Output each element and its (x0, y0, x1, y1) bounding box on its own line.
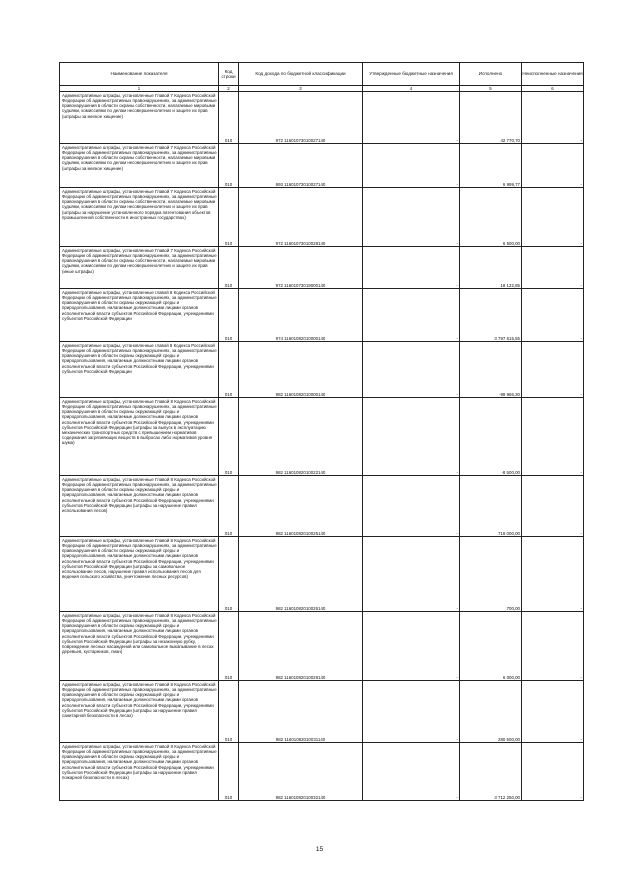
line-code: 010 (219, 289, 239, 342)
approved-value: - (363, 289, 460, 342)
income-code: 982 11601082010028140 (239, 612, 363, 681)
executed-value: 6 000,00 (460, 612, 522, 681)
indicator-name: Административные штрафы, установленные Главой 8 Кодекса Российской Федерации об административных правонарушениях, за административные правонарушения в области охраны окружающей среды и природопользования, налагаемые должностными лицами органов исполнительной власти субъектов Российской Федерации, учреждениями субъектов Российской Федерации (штрафы за незаконную рубку, повреждение лесных насаждений или самовольное выкапывание в лесах деревьев, кустарников, лиан) (60, 612, 219, 681)
line-code: 010 (219, 476, 239, 537)
header-line-code: Код строки (219, 63, 239, 86)
indicator-name: Административные штрафы, установленные Главой 8 Кодекса Российской Федерации об административных правонарушениях, за административные правонарушения в области охраны окружающей среды и природопользования, налагаемые должностными лицами органов исполнительной власти субъектов Российской Федерации, учреждениями субъектов Российской Федерации (штрафы за нарушение правил пожарной безопасности в лесах) (60, 743, 219, 801)
income-code: 982 11601082010026140 (239, 537, 363, 612)
table-row (60, 398, 584, 476)
header-unexecuted: Неисполненные назначения (522, 63, 584, 86)
indicator-name: Административные штрафы, установленные Главой 8 Кодекса Российской Федерации об административных правонарушениях, за административные правонарушения в области охраны окружающей среды и природопользования, налагаемые должностными лицами органов исполнительной власти субъектов Российской Федерации, учреждениями субъектов Российской Федерации (штрафы за выпуск в эксплуатацию механических транспортных средств с превышением нормативов содержания загрязняющих веществ в выбросах либо нормативов уровня шума) (60, 398, 219, 476)
approved-value: - (363, 144, 460, 188)
indicator-name: Административные штрафы, установленные Главой 8 Кодекса Российской Федерации об административных правонарушениях, за административные правонарушения в области охраны окружающей среды и природопользования, налагаемые должностными лицами органов исполнительной власти субъектов Российской Федерации, учреждениями субъектов Российской Федерации (штрафы за самовольное использование лесов, нарушение правил использования лесов для ведения сельского хозяйства, уничтожение лесных ресурсов) (60, 537, 219, 612)
income-code: 972 11601073010028140 (239, 188, 363, 247)
column-number: 6 (522, 86, 584, 92)
column-number: 4 (363, 86, 460, 92)
header-indicator-name: Наименование показателя (60, 63, 219, 86)
table-row (60, 342, 584, 398)
unexecuted-value: - (522, 398, 584, 476)
report-sheet (59, 62, 583, 801)
unexecuted-value: - (522, 144, 584, 188)
table-header-row (60, 63, 584, 86)
indicator-name: Административные штрафы, установленные Главой 7 Кодекса Российской Федерации об административных правонарушениях, за административные правонарушения в области охраны собственности, налагаемые мировыми судьями, комиссиями по делам несовершеннолетних и защите их прав (штрафы за мелкое хищение) (60, 144, 219, 188)
line-code: 010 (219, 92, 239, 144)
executed-value: 6 500,00 (460, 188, 522, 247)
approved-value: - (363, 743, 460, 801)
unexecuted-value: - (522, 537, 584, 612)
unexecuted-value: - (522, 188, 584, 247)
executed-value: 3 797 615,55 (460, 289, 522, 342)
table-row (60, 476, 584, 537)
income-code: 982 11601082010032140 (239, 743, 363, 801)
executed-value: 716 000,00 (460, 476, 522, 537)
income-code: 982 11601082010025140 (239, 476, 363, 537)
income-code: 982 11601082010031140 (239, 681, 363, 743)
page-number: 15 (315, 846, 324, 853)
approved-value: - (363, 537, 460, 612)
indicator-name: Административные штрафы, установленные Главой 7 Кодекса Российской Федерации об административных правонарушениях, за административные правонарушения в области охраны собственности, налагаемые мировыми судьями, комиссиями по делам несовершеннолетних и защите их прав (иные штрафы) (60, 247, 219, 289)
unexecuted-value: - (522, 342, 584, 398)
line-code: 010 (219, 612, 239, 681)
table-row (60, 537, 584, 612)
line-code: 010 (219, 247, 239, 289)
column-number: 2 (219, 86, 239, 92)
executed-value: 700,00 (460, 537, 522, 612)
income-code: 972 11601073019000140 (239, 247, 363, 289)
unexecuted-value: - (522, 612, 584, 681)
column-number: 5 (460, 86, 522, 92)
executed-value: 42 770,70 (460, 92, 522, 144)
indicator-name: Административные штрафы, установленные Главой 8 Кодекса Российской Федерации об административных правонарушениях, за административные правонарушения в области охраны окружающей среды и природопользования, налагаемые должностными лицами органов исполнительной власти субъектов Российской Федерации, учреждениями субъектов Российской Федерации (штрафы за нарушение правил использования лесов) (60, 476, 219, 537)
executed-value: -99 966,30 (460, 342, 522, 398)
executed-value: 280 500,00 (460, 681, 522, 743)
header-approved: Утвержденные бюджетные назначения (363, 63, 460, 86)
income-code: 982 11601082010000140 (239, 342, 363, 398)
table-row (60, 612, 584, 681)
line-code: 010 (219, 144, 239, 188)
indicator-name: Административные штрафы, установленные Главой 7 Кодекса Российской Федерации об административных правонарушениях, за административные правонарушения в области охраны собственности, налагаемые мировыми судьями, комиссиями по делам несовершеннолетних и защите их прав (штрафы за нарушение установленного порядка патентования объектов промышленной собственности в иностранных государствах) (60, 188, 219, 247)
executed-value: 18 122,85 (460, 247, 522, 289)
approved-value: - (363, 476, 460, 537)
executed-value: 6 999,77 (460, 144, 522, 188)
unexecuted-value: - (522, 681, 584, 743)
line-code: 010 (219, 188, 239, 247)
approved-value: - (363, 188, 460, 247)
income-code: 972 11601073010027140 (239, 92, 363, 144)
executed-value: 3 712 250,00 (460, 743, 522, 801)
table-row (60, 289, 584, 342)
column-number: 1 (60, 86, 219, 92)
unexecuted-value: - (522, 289, 584, 342)
table-row (60, 247, 584, 289)
table-row (60, 188, 584, 247)
executed-value: -8 500,00 (460, 398, 522, 476)
income-code: 993 11601073010027140 (239, 144, 363, 188)
budget-execution-table (59, 62, 584, 801)
table-row (60, 92, 584, 144)
approved-value: - (363, 92, 460, 144)
income-code: 982 11601082010022140 (239, 398, 363, 476)
indicator-name: Административные штрафы, установленные Главой 8 Кодекса Российской Федерации об административных правонарушениях, за административные правонарушения в области охраны окружающей среды и природопользования, налагаемые должностными лицами органов исполнительной власти субъектов Российской Федерации, учреждениями субъектов Российской Федерации (штрафы за нарушение правил санитарной безопасности в лесах) (60, 681, 219, 743)
header-income-code: Код дохода по бюджетной классификации (239, 63, 363, 86)
header-executed: Исполнено (460, 63, 522, 86)
income-code: 974 11601082010000140 (239, 289, 363, 342)
indicator-name: Административные штрафы, установленные главой 8 Кодекса Российской Федерации об административных правонарушениях, за административные правонарушения в области охраны окружающей среды и природопользования, налагаемые должностными лицами органов исполнительной власти субъектов Российской Федерации, учреждениями субъектов Российской Федерации (60, 289, 219, 342)
line-code: 010 (219, 743, 239, 801)
indicator-name: Административные штрафы, установленные Главой 7 Кодекса Российской Федерации об административных правонарушениях, за административные правонарушения в области охраны собственности, налагаемые мировыми судьями, комиссиями по делам несовершеннолетних и защите их прав (штрафы за мелкое хищение) (60, 92, 219, 144)
table-row (60, 681, 584, 743)
unexecuted-value: - (522, 247, 584, 289)
unexecuted-value: - (522, 476, 584, 537)
unexecuted-value: - (522, 92, 584, 144)
line-code: 010 (219, 342, 239, 398)
approved-value: - (363, 681, 460, 743)
unexecuted-value: - (522, 743, 584, 801)
line-code: 010 (219, 681, 239, 743)
line-code: 010 (219, 537, 239, 612)
approved-value: - (363, 398, 460, 476)
approved-value: - (363, 612, 460, 681)
indicator-name: Административные штрафы, установленные главой 8 Кодекса Российской Федерации об административных правонарушениях, за административные правонарушения в области охраны окружающей среды и природопользования, налагаемые должностными лицами органов исполнительной власти субъектов Российской Федерации, учреждениями субъектов Российской Федерации (60, 342, 219, 398)
approved-value: - (363, 342, 460, 398)
table-row (60, 144, 584, 188)
table-row (60, 743, 584, 801)
column-number: 3 (239, 86, 363, 92)
approved-value: - (363, 247, 460, 289)
line-code: 010 (219, 398, 239, 476)
